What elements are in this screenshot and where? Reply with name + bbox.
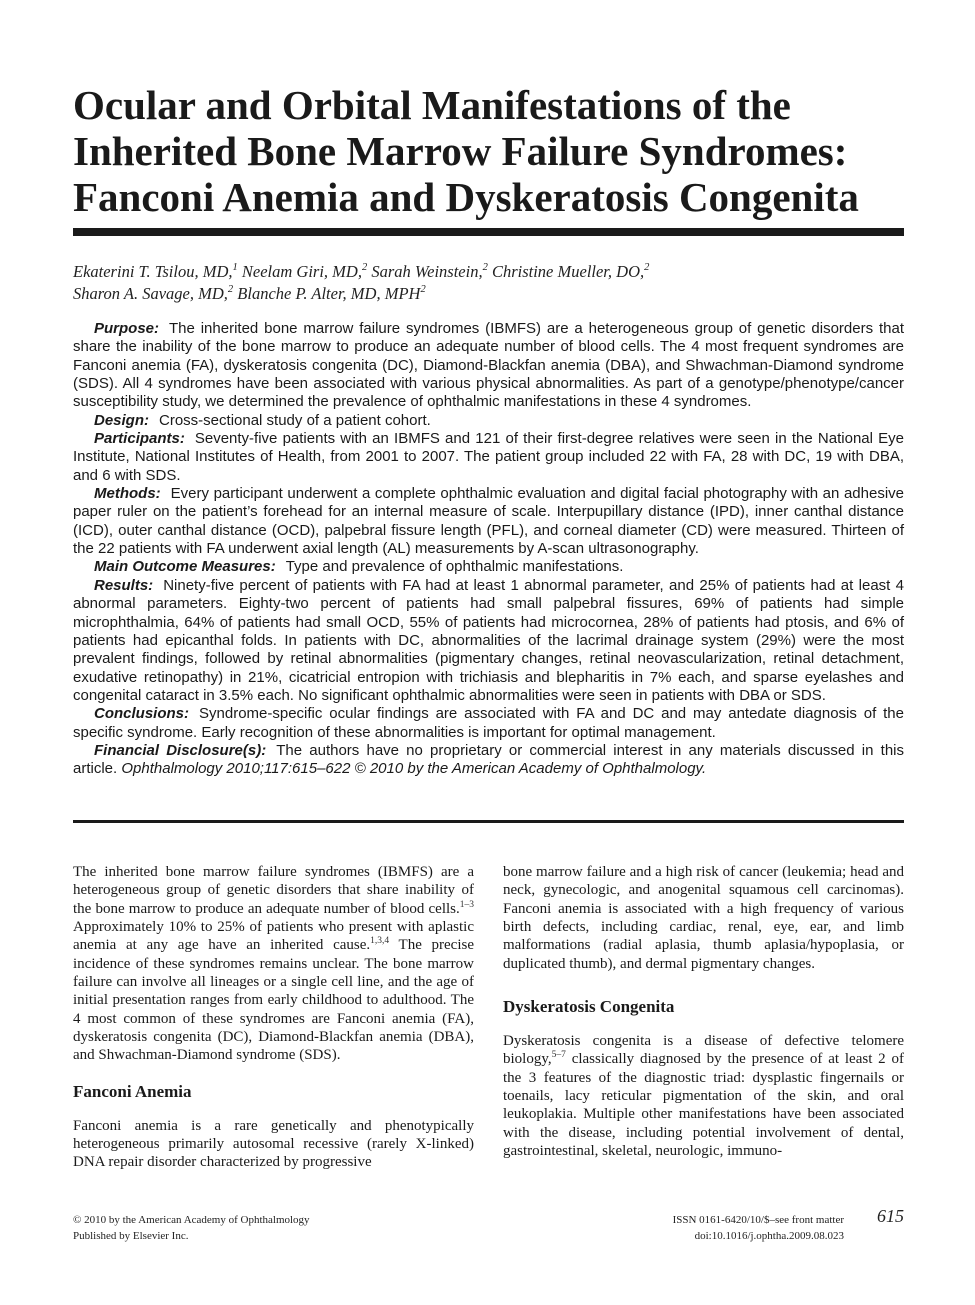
abstract-methods [73,485,904,558]
journal-citation: Ophthalmology 2010;117:615–622 © 2010 by the American Academy of Ophthalmology. [121,760,707,778]
section-text: The authors have no proprietary or commercial interest in any materials discussed in this article. [73,741,904,778]
abstract-results [73,577,904,705]
author-line [73,261,913,283]
section-label: Purpose: [94,320,160,337]
section-label: Design: [94,411,150,429]
affiliation-marker: 1 [232,262,238,273]
footer-right [600,1212,844,1244]
section-text: Every participant underwent a complete ophthalmic evaluation and digital facial photography with an adhesive paper ruler on the patient’s forehead for an internal measure of scale. Interpupillary distance (IPD), inner canthal distance (ICD), outer canthal distance (OCD), palpebral fissure length (PFL), and corneal diameter (CD) were measured. Thirteen of the 22 patients with FA underwent axial length (AL) measurements by A-scan ultrasonography. [73,485,904,558]
author-name: Ekaterini T. Tsilou, MD, [73,262,233,281]
title-line: Inherited Bone Marrow Failure Syndromes: [73,128,848,174]
affiliation-marker: 2 [361,262,368,273]
author-name: Sharon A. Savage, MD, [73,284,228,303]
section-text: The inherited bone marrow failure syndromes (IBMFS) are a heterogeneous group of genetic disorders that share the inability of the bone marrow to produce an adequate number of blood cells. The 4 most frequent syndromes are Fanconi anemia (FA), dyskeratosis congenita (DC), Diamond-Blackfan anemia (DBA), and Shwachman-Diamond syndrome (SDS). All 4 syndromes have been associated with various physical abnormalities. As part of a genotype/phenotype/cancer susceptibility study, we determined the prevalence of ophthalmic manifestations in these 4 syndromes. [73,320,904,411]
section-label: Main Outcome Measures: [94,558,276,576]
author-name: Sarah Weinstein, [367,262,483,281]
section-label: Methods: [94,485,161,503]
section-text: Ninety-five percent of patients with FA had at least 1 abnormal parameter, and 25% of patients had at least 4 abnormal parameters. Eighty-two percent of patients had small palpebral fissures, 69% of patients had simple microphthalmia, 64% of patients had small OCD, 55% of patients had microcornea, 28% of patients had ptosis, and 6% of patients had epicanthal folds. In patients with DC, abnormalities of the lacrimal drainage system (29%) were the most prevalent findings, followed by retinal abnormalities (pigmentary changes, retinal neovascularization, retinal detachment, exudative retinopathy) in 21%, cicatricial entropion with trichiasis and blepharitis in 7% each, and sparse eyelashes and congenital cataract in 3.5% each. No significant ophthalmic abnormalities were seen in patients with DBA or SDS. [73,576,904,704]
section-text: Type and prevalence of ophthalmic manifestations. [285,558,624,576]
body-text: The inherited bone marrow failure syndromes (IBMFS) are a heterogeneous group of genetic disorders that share inability of the bone marrow to produce an adequate number of blood cells. [73,864,474,917]
section-label: Participants: [94,430,185,448]
article-title [73,82,913,220]
title-line: Fanconi Anemia and Dyskeratosis Congenita [73,174,859,220]
reference-link[interactable]: 5–7 [551,1050,566,1061]
intro-paragraph [73,863,474,1065]
section-label: Financial Disclosure(s): [94,741,267,759]
author-name: Blanche P. Alter, MD, MPH [233,284,421,303]
affiliation-marker: 2 [644,262,650,273]
title-divider [73,228,904,236]
page-number: 615 [877,1206,904,1226]
affiliation-marker: 2 [482,262,488,273]
author-name: Neelam Giri, MD, [237,262,362,281]
dyskeratosis-paragraph [503,1032,904,1160]
section-label: Conclusions: [94,705,190,723]
fanconi-paragraph: Fanconi anemia is a rare genetically and phenotypically heterogeneous primarily autosomal recessive (rarely X-linked) DNA repair disorder characterized by progressive [73,1117,474,1171]
section-label: Results: [94,576,154,594]
section-text: Seventy-five patients with an IBMFS and 121 of their first-degree relatives were seen in the National Eye Institute, National Institutes of Health, from 2001 to 2007. The patient group included 22 with FA, 28 with DC, 19 with DBA, and 6 with SDS. [73,430,904,484]
section-heading-fanconi: Fanconi Anemia [73,1081,192,1101]
body-text: Approximately 10% to 25% of patients who present with aplastic anemia at any age have an inherited cause. [73,919,474,954]
abstract-divider [73,820,904,823]
abstract-purpose [73,320,904,412]
body-column-right [503,863,904,1160]
affiliation-marker: 2 [227,284,234,295]
author-name: Christine Mueller, DO, [487,262,645,281]
abstract-participants [73,430,904,485]
section-text: Cross-sectional study of a patient cohort. [159,411,431,429]
reference-link[interactable]: 1–3 [459,899,474,910]
abstract-conclusions [73,705,904,742]
fanconi-paragraph-continued: bone marrow failure and a high risk of cancer (leukemia; head and neck, gynecologic, and anogenital squamous cell carcinomas). Fanconi anemia is associated with a high frequency of various birth defects, including cardiac, renal, eye, ear, and limb malformations (radial aplasia, thumb aplasia/hypoplasia, or duplicated thumb), and dermal pigmentary changes. [503,864,904,972]
abstract-disclosure [73,742,904,779]
doi-link[interactable]: doi:10.1016/j.ophtha.2009.08.023 [694,1230,844,1242]
author-list [73,261,913,305]
publisher-notice: Published by Elsevier Inc. [73,1230,189,1242]
abstract-outcome-measures [73,558,904,576]
body-column-left [73,863,474,1172]
body-text: Dyskeratosis congenita is a disease of defective telomere biology, [503,1033,904,1068]
footer-left [73,1212,310,1244]
section-heading-dyskeratosis: Dyskeratosis Congenita [503,997,675,1017]
title-line: Ocular and Orbital Manifestations of the [73,82,791,128]
copyright-notice: © 2010 by the American Academy of Ophthalmology [73,1214,310,1226]
body-text: classically diagnosed by the presence of at least 2 of the 3 features of the diagnostic triad: dysplastic fingernails or toenails, lacy reticular pigmentation of the skin, and oral leukoplakia. Multiple other manifestations have been associated with the disease, including potential involvement of dental, gastrointestinal, skeletal, neurologic, immuno- [503,1051,904,1160]
reference-link[interactable]: 1,3,4 [370,936,390,947]
body-text: The precise incidence of these syndromes remains unclear. The bone marrow failure can involve all lineages or a single cell line, and the age of initial presentation ranges from early childhood to adulthood. The 4 most common of these syndromes are Fanconi anemia (FA), dyskeratosis congenita (DC), Diamond-Blackfan anemia (DBA), and Shwachman-Diamond syndrome (SDS). [73,937,474,1064]
author-line [73,283,913,305]
abstract [73,320,904,779]
section-text: Syndrome-specific ocular findings are associated with FA and DC and may antedate diagnosis of the specific syndrome. Early recognition of these abnormalities is important for optimal management. [73,705,904,741]
abstract-design [73,412,904,430]
affiliation-marker: 2 [420,284,426,295]
issn: ISSN 0161-6420/10/$–see front matter [672,1214,844,1226]
